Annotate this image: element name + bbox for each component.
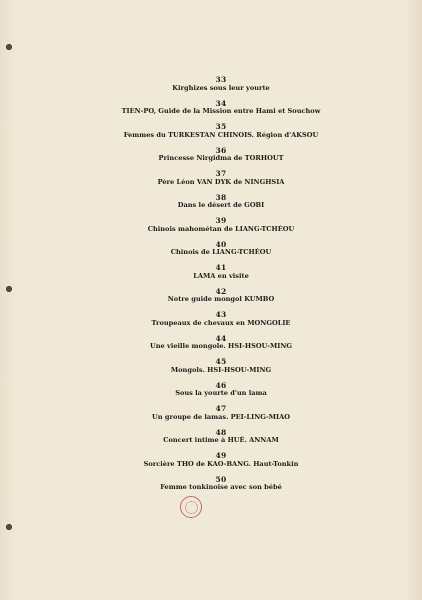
- plate-number: 38: [215, 192, 227, 202]
- plate-entry: [86, 311, 356, 335]
- plate-number: 43: [215, 310, 227, 319]
- plate-number: 46: [215, 380, 227, 390]
- plate-entry: [86, 76, 356, 100]
- plate-number: 44: [215, 333, 227, 343]
- plate-number: 42: [215, 286, 227, 296]
- plate-number: 47: [215, 404, 227, 413]
- plate-caption: Troupeaux de chevaux en MONGOLIE: [151, 318, 291, 327]
- plate-number: 34: [215, 98, 227, 108]
- plate-number: 48: [215, 427, 227, 437]
- plate-number: 45: [215, 357, 227, 366]
- plate-number: 50: [215, 474, 227, 484]
- plate-caption: TIEN-PO, Guide de la Mission entre Hami et Souchow: [121, 107, 321, 115]
- plate-number: 33: [215, 75, 227, 84]
- plate-caption: Chinois mahométan de LIANG-TCHÉOU: [147, 224, 295, 233]
- library-stamp: [180, 496, 202, 518]
- plate-caption: Princesse Nirgidma de TORHOUT: [158, 154, 284, 162]
- plate-entry: [86, 288, 356, 312]
- plate-entry: [86, 335, 356, 359]
- plate-number: 49: [215, 451, 227, 460]
- plate-entry: [86, 100, 356, 124]
- plate-caption: Sorcière THO de KAO-BANG. Haut-Tonkin: [143, 459, 299, 468]
- plate-caption: Femmes du TURKESTAN CHINOIS. Région d'AKSOU: [123, 130, 319, 139]
- plate-caption: Notre guide mongol KUMBO: [167, 295, 275, 303]
- plate-caption: Kirghizes sous leur yourte: [172, 83, 270, 92]
- binding-hole: [6, 44, 12, 50]
- plate-entry: [86, 264, 356, 288]
- plate-caption: Père Léon VAN DYK de NINGHSIA: [157, 177, 285, 186]
- plate-caption: Concert intime à HUÉ. ANNAM: [163, 436, 279, 444]
- plate-caption: Mongols. HSI-HSOU-MING: [170, 365, 272, 374]
- plate-caption: Femme tonkinoise avec son bébé: [160, 483, 282, 491]
- plate-caption: Dans le désert de GOBI: [177, 201, 265, 209]
- plate-entry: [86, 476, 356, 500]
- plate-number: 37: [215, 169, 227, 178]
- plate-list: [86, 76, 356, 499]
- plate-caption: Un groupe de lamas. PEI-LING-MIAO: [152, 412, 290, 421]
- plate-entry: [86, 170, 356, 194]
- plate-entry: [86, 241, 356, 265]
- plate-entry: [86, 123, 356, 147]
- plate-number: 39: [215, 216, 227, 225]
- binding-hole: [6, 286, 12, 292]
- plate-caption: Chinois de LIANG-TCHÉOU: [170, 248, 272, 256]
- plate-entry: [86, 382, 356, 406]
- plate-number: 36: [215, 145, 227, 155]
- plate-entry: [86, 147, 356, 171]
- plate-entry: [86, 358, 356, 382]
- plate-number: 41: [215, 263, 227, 272]
- plate-entry: [86, 429, 356, 453]
- plate-number: 35: [215, 122, 227, 131]
- plate-number: 40: [215, 239, 227, 249]
- plate-caption: LAMA en visite: [193, 271, 249, 280]
- plate-caption: Sous la yourte d'un lama: [175, 389, 267, 397]
- plate-entry: [86, 405, 356, 429]
- binding-hole: [6, 524, 12, 530]
- plate-entry: [86, 194, 356, 218]
- plate-entry: [86, 217, 356, 241]
- plate-caption: Une vieille mongole. HSI-HSOU-MING: [149, 342, 292, 350]
- plate-entry: [86, 452, 356, 476]
